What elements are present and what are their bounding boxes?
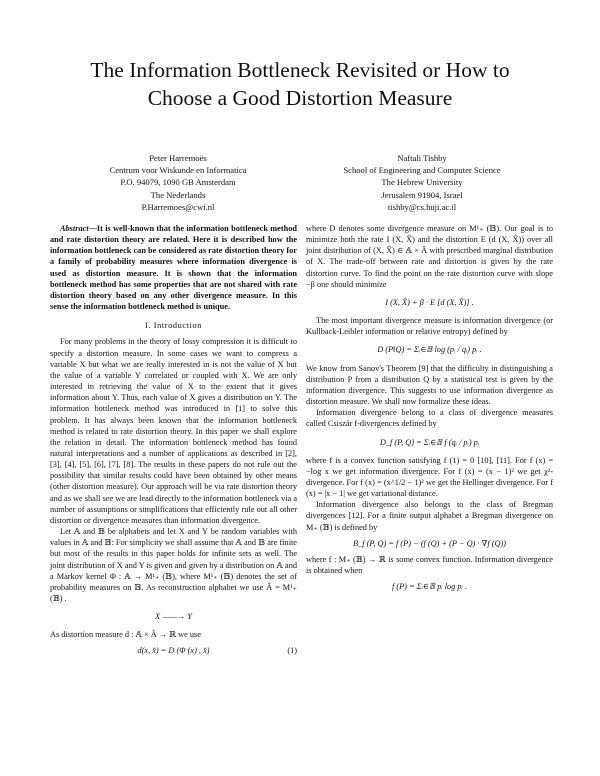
paragraph: As distortion measure d : 𝔸 × Â → ℝ we use xyxy=(50,630,201,640)
equation-text: d(x, x̂) = D (Φ (x) , x̂) xyxy=(137,646,210,656)
author-name: Peter Harremoës xyxy=(149,153,207,163)
paragraph: where f is a convex function satisfying f (1) = 0 [10], [11]. For f (x) = −log x we get information divergence. For f (x) = (x − 1)² we get χ²-divergence. For f (x) = (x^1/2 − 1)² we get the Hellinger divergence. For f (x) = |x − 1| we get variational distance. xyxy=(306,455,553,499)
equation-4: D_f (P, Q) = Σᵢ∈𝔹 f (qᵢ / pᵢ) pᵢ xyxy=(379,437,480,447)
author-address: P.O. 94079, 1090 GB Amsterdam xyxy=(120,177,236,188)
paper-title xyxy=(40,56,560,112)
abstract-label: Abstract xyxy=(60,224,89,233)
author-country: Jerusalem 91904, Israel xyxy=(381,189,463,200)
equation-6: f (P) = Σᵢ∈𝔹 pᵢ log pᵢ . xyxy=(391,582,468,592)
author-block-1 xyxy=(53,152,303,213)
author-email: tishby@cs.huji.ac.il xyxy=(387,201,457,212)
paragraph: where D denotes some divergence measure on M¹₊ (𝔹). Our goal is to minimize both the rate I (X, X̂) and the distortion E (d (X, X̂)) over all joint distribution of (X, X̂) ∈ 𝔸 × Â with prescribed marginal distribution of X. The trade-off between rate and distortion is given by the rate distortion curve. To find the point on the rate distortion curve with slope −β one should minimize xyxy=(306,224,553,289)
author-affiliation: Centrum voor Wiskunde en Informatica xyxy=(109,165,247,176)
equation-5: B_f (P, Q) = f (P) − (f (Q) + (P − Q) · ∇f (Q)) xyxy=(353,538,506,548)
paragraph: The most important divergence measure is information divergence (or Kullback-Leibler information or relative entropy) defined by xyxy=(306,316,553,337)
author-address: The Hebrew University xyxy=(381,177,463,188)
paragraph: We know from Sanov's Theorem [9] that the difficulty in distinguishing a distribution P from a distribution Q by a statistical test is given by the information divergence. This suggests to use information divergence as distortion measure. We shall now formalize these ideas. xyxy=(306,363,553,407)
paragraph: For many problems in the theory of lossy compression it is difficult to specify a distortion measure. In some cases we want to compress a variable X but what we are really interested in is not the value of X but the value of a variable Y correlated or coupled with X. We are only interested in retrieving the value of X to the extent that it gives information about Y. Thus, each value of X gives a distribution on Y. The information bottleneck method was introduced in [1] to solve this problem. It has always been known that the information bottleneck method is related to rate distortion theory. In this paper we shall explore the relation in detail. The information bottleneck method has found natural interpretations and a number of applications as described in [2], [3], [4], [5], [6], [7], [8]. The results in these papers do not rule out the possibility that similar results could have been obtained by other means (other distortion measure). Our approach will be via rate distortion theory and as we shall see we are lead directly to the information bottleneck via a number of assumptions or simplifications that efficiently rule out all other distortion or divergence measures than information divergence. xyxy=(50,337,297,525)
section-heading: I. Introduction xyxy=(145,321,202,331)
title-line-2: Choose a Good Distortion Measure xyxy=(147,86,453,110)
author-email: P.Harremoes@cwi.nl xyxy=(141,201,215,212)
author-affiliation: School of Engineering and Computer Science xyxy=(343,165,501,176)
equation-2: I (X, X̂) + β · E [d (X, X̂)] . xyxy=(385,297,474,307)
author-country: The Nederlands xyxy=(150,189,206,200)
author-name: Naftali Tishby xyxy=(397,153,447,163)
markov-diagram: X ——→ Y xyxy=(155,612,192,622)
equation-number: (1) xyxy=(287,646,297,656)
equation-1 xyxy=(50,645,297,656)
abstract xyxy=(50,223,297,312)
paragraph: where f : M₊ (𝔹) → ℝ is some convex function. Information divergence is obtained when xyxy=(306,554,553,576)
equation-3: D (P‖Q) = Σᵢ∈𝔹 log (pᵢ / qᵢ) pᵢ . xyxy=(377,345,482,355)
paragraph: Information divergence belong to a class of divergence measures called Csiszár f-divergences defined by xyxy=(306,408,553,429)
abstract-text: —It is well-known that the information bottleneck method and rate distortion theory are related. Here it is described how the information bottleneck can be considered as rate distortion theory for a family of probability measures where information divergence is used as distortion measure. It is shown that the information bottleneck method has some properties that are not shared with rate distortion theory based on any other divergence measure. In this sense the information bottleneck method is unique. xyxy=(50,224,297,312)
title-line-1: The Information Bottleneck Revisited or How to xyxy=(90,58,510,82)
paragraph: Information divergence also belongs to the class of Bregman divergences [12]. For a finite output alphabet a Bregman divergence on M₊ (𝔹) is defined by xyxy=(306,500,553,532)
paragraph: Let 𝔸 and 𝔹 be alphabets and let X and Y be random variables with values in 𝔸 and 𝔹: For simplicity we shall assume that 𝔸 and 𝔹 are finite but most of the results in this paper holds for infinite sets as well. The joint distribution of X and Y is given and given by a distribution on 𝔸 and a Markov kernel Φ : 𝔸 → M¹₊ (𝔹), where M¹₊ (𝔹) denotes the set of probability measures on 𝔹. As reconstruction alphabet we use Â = M¹₊ (𝔹) . xyxy=(50,527,297,603)
author-block-2 xyxy=(297,152,547,213)
right-column xyxy=(306,223,553,597)
left-column xyxy=(50,223,297,662)
